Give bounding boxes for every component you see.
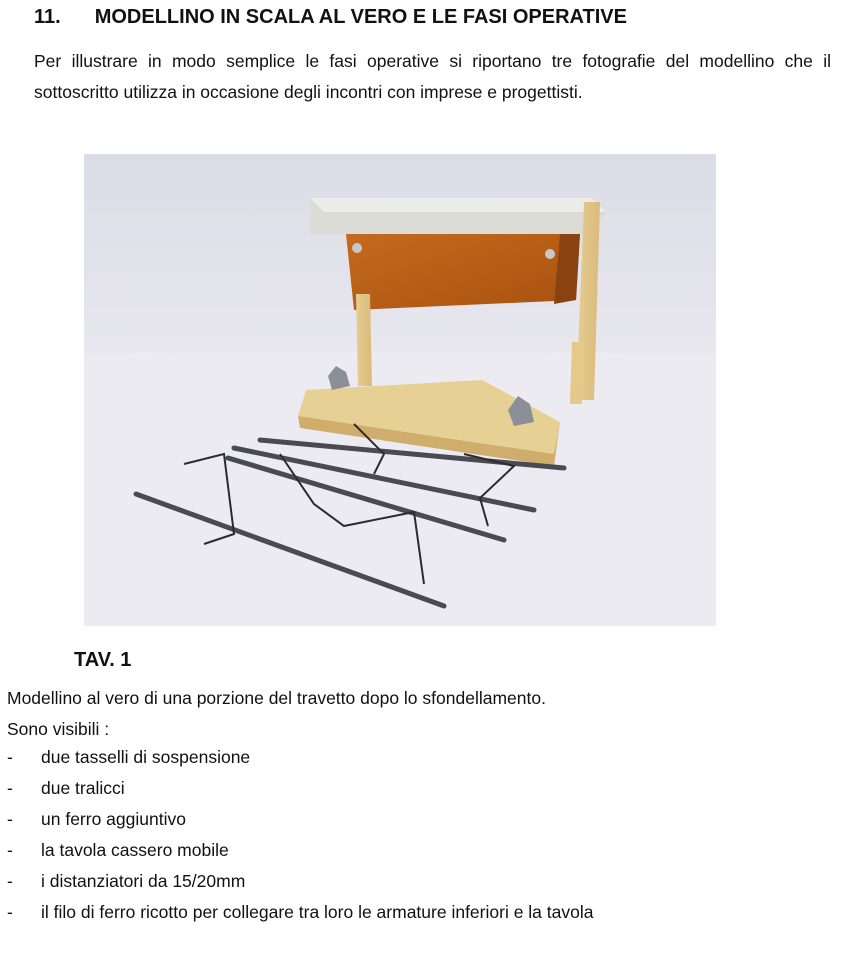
caption-line: Modellino al vero di una porzione del travetto dopo lo sfondellamento. bbox=[7, 688, 546, 708]
list-item-text: la tavola cassero mobile bbox=[41, 840, 229, 860]
list-bullet: - bbox=[7, 902, 13, 922]
list-item bbox=[7, 804, 593, 835]
list-bullet: - bbox=[7, 778, 13, 798]
list-item-text: un ferro aggiuntivo bbox=[41, 809, 186, 829]
list-item bbox=[7, 866, 593, 897]
figure-caption bbox=[7, 683, 546, 745]
intro-paragraph: Per illustrare in modo semplice le fasi operative si riportano tre fotografie del modellino che il sottoscritto utilizza in occasione degli incontri con imprese e progettisti. bbox=[34, 51, 831, 102]
list-item-text: due tralicci bbox=[41, 778, 125, 798]
list-bullet: - bbox=[7, 871, 13, 891]
section-number: 11. bbox=[34, 6, 61, 28]
visible-items-list bbox=[7, 742, 593, 928]
list-item-text: due tasselli di sospensione bbox=[41, 747, 251, 767]
model-photo bbox=[84, 154, 716, 626]
list-bullet: - bbox=[7, 747, 13, 767]
model-photo-illustration bbox=[84, 154, 716, 626]
list-item bbox=[7, 897, 593, 928]
list-item-text: i distanziatori da 15/20mm bbox=[41, 871, 246, 891]
section-title: MODELLINO IN SCALA AL VERO E LE FASI OPERATIVE bbox=[94, 6, 627, 28]
list-intro: Sono visibili : bbox=[7, 719, 110, 739]
list-item bbox=[7, 773, 593, 804]
list-item bbox=[7, 835, 593, 866]
list-bullet: - bbox=[7, 840, 13, 860]
list-item-text: il filo di ferro ricotto per collegare tra loro le armature inferiori e la tavola bbox=[41, 902, 594, 922]
list-item bbox=[7, 742, 593, 773]
list-bullet: - bbox=[7, 809, 13, 829]
figure-label: TAV. 1 bbox=[74, 649, 132, 671]
section-heading bbox=[34, 6, 627, 29]
